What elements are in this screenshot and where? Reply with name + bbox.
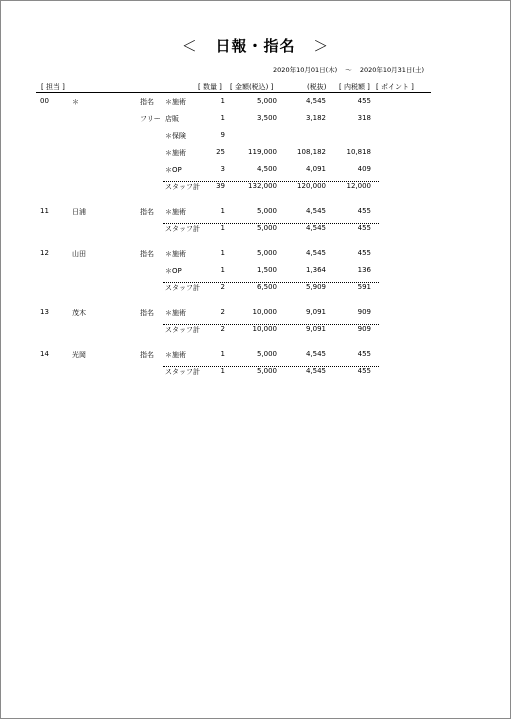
row-item: 店販	[165, 115, 179, 123]
row-ex-tax: 4,091	[305, 165, 326, 173]
row-amount: 4,500	[256, 165, 277, 173]
row-tax: 136	[357, 266, 371, 274]
subtotal-label: スタッフ計	[165, 326, 200, 334]
row-type: フリー	[140, 115, 161, 123]
subtotal-qty: 2	[220, 283, 225, 291]
staff-group	[1, 307, 510, 341]
subtotal-amount: 5,000	[256, 224, 277, 232]
row-amount: 5,000	[256, 97, 277, 105]
staff-subtotal-row	[1, 282, 510, 299]
staff-subtotal-row	[1, 181, 510, 198]
staff-code: 00	[40, 97, 49, 105]
subtotal-amount: 5,000	[256, 367, 277, 375]
row-item: ＊施術	[165, 149, 186, 157]
table-row	[1, 96, 510, 113]
header-tax: [ 内税額 ]	[339, 83, 370, 91]
row-qty: 25	[216, 148, 225, 156]
period-from: 2020年10月01日(木)	[273, 66, 338, 74]
row-qty: 2	[220, 308, 225, 316]
header-amount: [ 金額(税込) ]	[230, 83, 274, 91]
staff-group	[1, 206, 510, 240]
staff-code: 14	[40, 350, 49, 358]
table-row	[1, 265, 510, 282]
table-row	[1, 147, 510, 164]
subtotal-ex-tax: 4,545	[305, 224, 326, 232]
subtotal-tax: 455	[357, 224, 371, 232]
staff-subtotal-row	[1, 223, 510, 240]
subtotal-ex-tax: 5,909	[305, 283, 326, 291]
staff-name: 茂木	[72, 309, 86, 317]
staff-group	[1, 96, 510, 198]
table-row	[1, 206, 510, 223]
row-type: 指名	[140, 208, 154, 216]
subtotal-tax: 455	[357, 367, 371, 375]
row-qty: 1	[220, 97, 225, 105]
staff-groups	[1, 96, 510, 391]
row-tax: 455	[357, 97, 371, 105]
row-amount: 5,000	[256, 207, 277, 215]
staff-code: 11	[40, 207, 49, 215]
row-item: ＊施術	[165, 208, 186, 216]
row-amount: 3,500	[256, 114, 277, 122]
subtotal-label: スタッフ計	[165, 284, 200, 292]
staff-subtotal-row	[1, 324, 510, 341]
row-amount: 5,000	[256, 249, 277, 257]
subtotal-tax: 12,000	[346, 182, 371, 190]
staff-name: 山田	[72, 250, 86, 258]
row-qty: 1	[220, 114, 225, 122]
table-row	[1, 164, 510, 181]
row-tax: 455	[357, 207, 371, 215]
table-row	[1, 130, 510, 147]
row-item: ＊施術	[165, 351, 186, 359]
row-type: 指名	[140, 351, 154, 359]
row-tax: 455	[357, 249, 371, 257]
row-type: 指名	[140, 98, 154, 106]
subtotal-qty: 39	[216, 182, 225, 190]
staff-subtotal-row	[1, 366, 510, 383]
staff-name: ＊	[72, 98, 79, 106]
row-ex-tax: 1,364	[305, 266, 326, 274]
header-staff: [ 担当 ]	[41, 83, 65, 91]
next-arrow[interactable]: ＞	[313, 37, 330, 55]
row-ex-tax: 4,545	[305, 207, 326, 215]
report-title	[1, 35, 510, 56]
row-ex-tax: 4,545	[305, 249, 326, 257]
staff-code: 13	[40, 308, 49, 316]
row-tax: 455	[357, 350, 371, 358]
staff-code: 12	[40, 249, 49, 257]
header-ex-tax: (税抜)	[307, 83, 327, 91]
row-ex-tax: 108,182	[297, 148, 326, 156]
table-row	[1, 248, 510, 265]
row-type: 指名	[140, 250, 154, 258]
row-tax: 10,818	[346, 148, 371, 156]
subtotal-tax: 591	[357, 283, 371, 291]
row-item: ＊施術	[165, 250, 186, 258]
report-period	[267, 65, 424, 74]
staff-name: 光岡	[72, 351, 86, 359]
prev-arrow[interactable]: ＜	[181, 37, 198, 55]
subtotal-amount: 10,000	[252, 325, 277, 333]
staff-group	[1, 349, 510, 383]
subtotal-label: スタッフ計	[165, 368, 200, 376]
row-ex-tax: 4,545	[305, 97, 326, 105]
row-qty: 1	[220, 207, 225, 215]
subtotal-tax: 909	[357, 325, 371, 333]
report-title-text: 日報・指名	[215, 37, 296, 55]
period-to: 2020年10月31日(土)	[359, 66, 424, 74]
row-amount: 10,000	[252, 308, 277, 316]
row-ex-tax: 3,182	[305, 114, 326, 122]
row-qty: 1	[220, 266, 225, 274]
table-row	[1, 307, 510, 324]
row-ex-tax: 9,091	[305, 308, 326, 316]
subtotal-ex-tax: 4,545	[305, 367, 326, 375]
row-item: ＊OP	[165, 166, 182, 174]
header-divider	[36, 92, 431, 93]
row-qty: 1	[220, 350, 225, 358]
subtotal-amount: 132,000	[248, 182, 277, 190]
row-ex-tax: 4,545	[305, 350, 326, 358]
row-item: ＊施術	[165, 309, 186, 317]
subtotal-ex-tax: 9,091	[305, 325, 326, 333]
subtotal-amount: 6,500	[256, 283, 277, 291]
subtotal-label: スタッフ計	[165, 183, 200, 191]
row-amount: 119,000	[248, 148, 277, 156]
subtotal-label: スタッフ計	[165, 225, 200, 233]
row-tax: 409	[357, 165, 371, 173]
header-qty: [ 数量 ]	[198, 83, 222, 91]
row-qty: 3	[220, 165, 225, 173]
row-qty: 9	[220, 131, 225, 139]
period-separator: ～	[345, 66, 352, 74]
row-qty: 1	[220, 249, 225, 257]
row-type: 指名	[140, 309, 154, 317]
row-tax: 909	[357, 308, 371, 316]
row-amount: 5,000	[256, 350, 277, 358]
staff-name: 日浦	[72, 208, 86, 216]
subtotal-qty: 1	[220, 367, 225, 375]
table-row	[1, 113, 510, 130]
subtotal-qty: 1	[220, 224, 225, 232]
table-row	[1, 349, 510, 366]
row-item: ＊OP	[165, 267, 182, 275]
row-tax: 318	[357, 114, 371, 122]
subtotal-qty: 2	[220, 325, 225, 333]
row-item: ＊保険	[165, 132, 186, 140]
row-item: ＊施術	[165, 98, 186, 106]
row-amount: 1,500	[256, 266, 277, 274]
header-point: [ ポイント ]	[376, 83, 414, 91]
subtotal-ex-tax: 120,000	[297, 182, 326, 190]
staff-group	[1, 248, 510, 299]
